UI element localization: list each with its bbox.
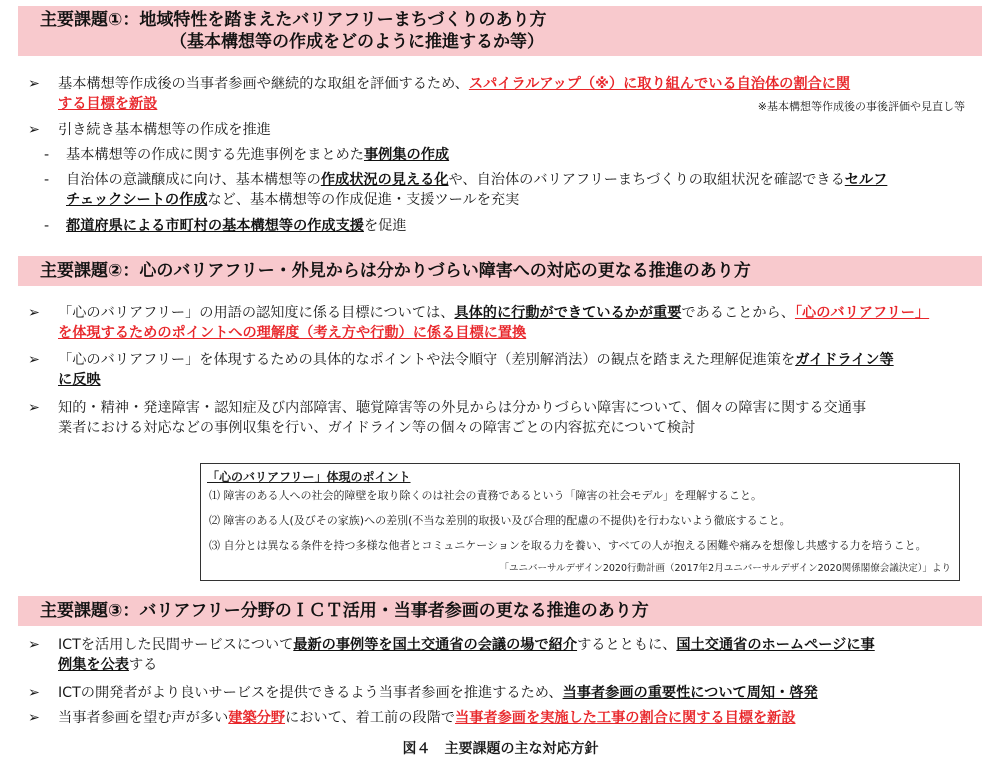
section-2-title: 主要課題②：心のバリアフリー・外見からは分かりづらい障害への対応の更なる推進のあり方 <box>40 261 751 281</box>
box-item-1: ⑴ 障害のある人への社会的障壁を取り除くのは社会の責務であるという「障害の社会モデル」を理解すること。 <box>209 489 762 502</box>
s3-bullet-2: ➢ ICTの開発者がより良いサービスを提供できるよう当事者参画を推進するため、当事者参画の重要性について周知・啓発 <box>28 685 818 701</box>
box-source: 「ユニバーサルデザイン2020行動計画（2017年2月ユニバーサルデザイン2020関係閣僚会議決定）」より <box>499 563 951 574</box>
s2-bullet-2: ➢ 「心のバリアフリー」を体現するための具体的なポイントや法令順守（差別解消法）の観点を踏まえた理解促進策をガイドライン等 <box>28 352 894 368</box>
s2-bullet-1: ➢ 「心のバリアフリー」の用語の認知度に係る目標については、具体的に行動ができているかが重要であることから、「心のバリアフリー」 <box>28 305 930 321</box>
arrow-icon: ➢ <box>28 352 40 368</box>
s1-dash-2: - 自治体の意識醸成に向け、基本構想等の作成状況の見える化や、自治体のバリアフリーまちづくりの取組状況を確認できるセルフ <box>44 172 888 188</box>
s1-bullet-2: ➢ 引き続き基本構想等の作成を推進 <box>28 122 271 138</box>
s1-dash-1: - 基本構想等の作成に関する先進事例をまとめた事例集の作成 <box>44 147 450 163</box>
section-3-title: 主要課題③：バリアフリー分野のＩＣＴ活用・当事者参画の更なる推進のあり方 <box>40 601 649 621</box>
kokoro-points-box <box>200 463 960 581</box>
dash-icon: - <box>44 147 50 163</box>
section-2-header <box>18 256 982 286</box>
s2-bullet-1-cont: を体現するためのポイントへの理解度（考え方や行動）に係る目標に置換 <box>58 325 527 341</box>
section-1-subtitle: （基本構想等の作成をどのように推進するか等） <box>170 32 544 52</box>
s3-bullet-3: ➢ 当事者参画を望む声が多い建築分野において、着工前の段階で当事者参画を実施した工事の割合に関する目標を新設 <box>28 710 796 726</box>
arrow-icon: ➢ <box>28 637 40 653</box>
s3-bullet-1-cont: 例集を公表する <box>58 657 158 673</box>
s1-footnote: ※基本構想等作成後の事後評価や見直し等 <box>757 100 965 113</box>
arrow-icon: ➢ <box>28 685 40 701</box>
box-item-3: ⑶ 自分とは異なる条件を持つ多様な他者とコミュニケーションを取る力を養い、すべての人が抱える困難や痛みを想像し共感する力を培うこと。 <box>209 539 927 552</box>
section-3-header <box>18 596 982 626</box>
dash-icon: - <box>44 218 50 234</box>
s1-bullet-1-highlight: スパイラルアップ（※）に取り組んでいる自治体の割合に関 <box>468 76 851 92</box>
arrow-icon: ➢ <box>28 305 40 321</box>
arrow-icon: ➢ <box>28 710 40 726</box>
s3-bullet-1: ➢ ICTを活用した民間サービスについて最新の事例等を国土交通省の会議の場で紹介するとともに、国土交通省のホームページに事 <box>28 637 875 653</box>
section-1-header <box>18 6 982 56</box>
arrow-icon: ➢ <box>28 400 40 416</box>
s1-bullet-1: ➢ 基本構想等作成後の当事者参画や継続的な取組を評価するため、スパイラルアップ（※）に取り組んでいる自治体の割合に関 <box>28 76 851 92</box>
box-item-2: ⑵ 障害のある人(及びその家族)への差別(不当な差別的取扱い及び合理的配慮の不提供)を行わないよう徹底すること。 <box>209 514 791 527</box>
s2-bullet-3-cont: 業者における対応などの事例収集を行い、ガイドライン等の個々の障害ごとの内容拡充について検討 <box>58 420 696 436</box>
s1-dash-3: - 都道府県による市町村の基本構想等の作成支援を促進 <box>44 218 407 234</box>
s1-dash-2-cont: チェックシートの作成など、基本構想等の作成促進・支援ツールを充実 <box>66 192 520 208</box>
figure-caption: 図４ 主要課題の主な対応方針 <box>402 741 599 757</box>
s2-bullet-3: ➢ 知的・精神・発達障害・認知症及び内部障害、聴覚障害等の外見からは分かりづらい障害について、個々の障害に関する交通事 <box>28 400 867 416</box>
arrow-icon: ➢ <box>28 122 40 138</box>
dash-icon: - <box>44 172 50 188</box>
section-1-title: 主要課題①：地域特性を踏まえたバリアフリーまちづくりのあり方 <box>40 10 547 30</box>
arrow-icon: ➢ <box>28 76 40 92</box>
s2-bullet-2-cont: に反映 <box>58 372 101 388</box>
box-title: 「心のバリアフリー」体現のポイント <box>207 470 411 484</box>
s1-bullet-1-cont: する目標を新設 <box>58 96 158 112</box>
